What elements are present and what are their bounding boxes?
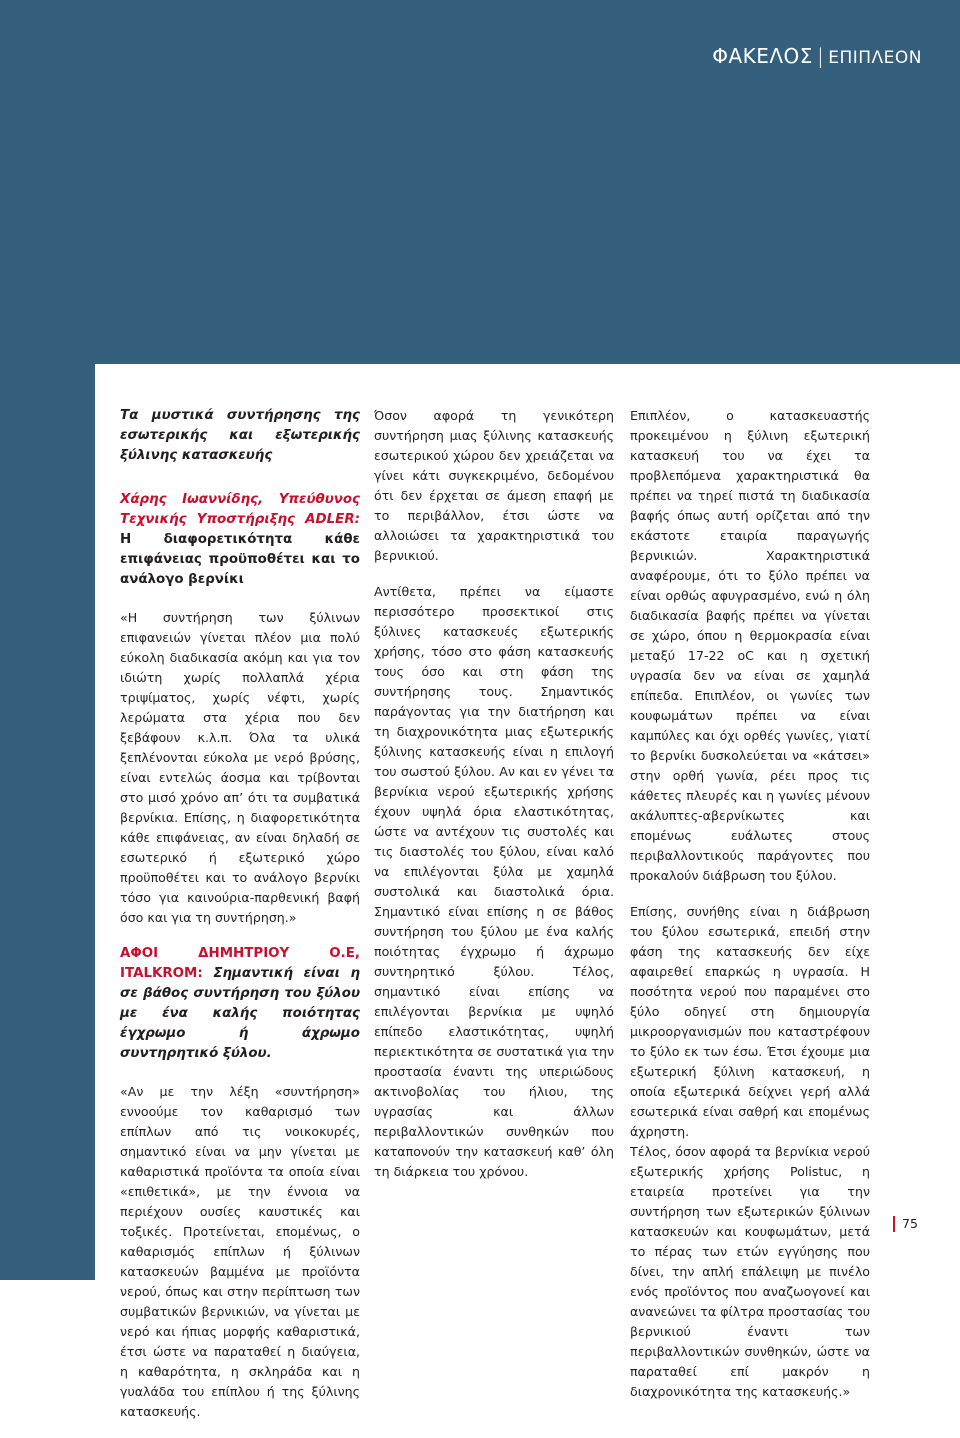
subsection-title: ΕΠΙΠΛΕΟΝ <box>828 48 922 68</box>
speaker2-headline: Σημαντική είναι η σε βάθος συντήρηση του ξύλου με ένα καλής ποιότητας έγχρωμο ή άχρωμο συντηρητικό ξύλου. <box>120 966 360 1061</box>
speaker2-heading <box>120 944 360 1064</box>
article-column-2 <box>374 406 614 1182</box>
speaker1-heading <box>120 490 360 590</box>
section-header <box>712 44 922 68</box>
page-number: 75 <box>893 1216 918 1232</box>
speaker1-headline: Η διαφορετικότητα κάθε επιφάνειας προϋποθέτει και το ανάλογο βερνίκι <box>120 532 360 587</box>
speaker2-paragraph-1: «Αν με την λέξη «συντήρηση» εννοούμε τον καθαρισμό των επίπλων από τις νοικοκυρές, σημαντικό είναι να μην γίνεται με καθαριστικά προϊόντα τα οποία είναι «επιθετικά», με την έννοια να περιέχουν ουσίες καυστικές και τοξικές. Προτείνεται, επομένως, ο καθαρισμός επίπλων ή ξύλινων κατασκευών βαμμένα με προϊόντα νερού, όπως και στην περίπτωση των συμβατικών βερνικιών, να γίνεται με νερό και ήπιας μορφής καθαριστικά, έτσι ώστε να παραταθεί η διαύγεια, η καθαρότητα, η σκληράδα και η γυαλάδα του επίπλου ή της ξύλινης κατασκευής. <box>120 1084 360 1419</box>
speaker2-paragraph-4: Επιπλέον, ο κατασκευαστής προκειμένου η ξύλινη εξωτερική κατασκευή του να έχει τα προβλεπόμενα χαρακτηριστικά θα πρέπει να τηρεί πιστά τη διαδικασία βαφής όπως αυτή ορίζεται από την εκάστοτε εταιρία παραγωγής βερνικιών. Χαρακτηριστικά αναφέρουμε, ότι το ξύλο πρέπει να είναι ορθώς αφυγρασμένο, ενώ η όλη διαδικασία βαφής πρέπει να γίνεται σε χώρο, όπου η θερμοκρασία είναι μεταξύ 17-22 oC και η σχετική υγρασία δεν να είναι σε χαμηλά επίπεδα. Επιπλέον, οι γωνίες των κουφωμάτων πρέπει να είναι καμπύλες και όχι ορθές γωνίες, γιατί το βερνίκι δυσκολεύεται να «κάτσει» στην ορθή γωνία, ρέει προς τις κάθετες πλευρές και η γωνίες μένουν ακάλυπτες-αβερνίκωτες και επομένως ευάλωτες στους περιβαλλοντικούς παράγοντες που προκαλούν διάβρωση του ξύλου. <box>630 408 870 883</box>
section-title: ΦΑΚΕΛΟΣ <box>712 44 813 68</box>
speaker2-paragraph-3: Αντίθετα, πρέπει να είμαστε περισσότερο προσεκτικοί στις ξύλινες κατασκευές εξωτερικής χρήσης, τόσο στο φάση κατασκευής τους όσο και στη φάση της συντήρησης τους. Σημαντικός παράγοντας για την διατήρηση και τη διαχρονικότητα μιας εξωτερικής ξύλινης κατασκευής είναι η επιλογή του σωστού ξύλου. Αν και εν γένει τα βερνίκια νερού εξωτερικής χρήσης έχουν υψηλά όρια ελαστικότητας, ώστε να αντέχουν τις συστολές και τις διαστολές του ξύλου, είναι καλό να επιλέγονται ξύλα με χαμηλά συστολικά και διαστολικά όρια. Σημαντικό είναι επίσης η σε βάθος συντήρηση του ξύλου με ένα καλής ποιότητας έγχρωμο ή άχρωμο συντηρητικό ξύλου. Τέλος, σημαντικό είναι επίσης να επιλέγονται βερνίκια με υψηλό επίπεδο ελαστικότητας, υψηλή περιεκτικότητα σε συστατικά για την προστασία έναντι της υπεριώδους ακτινοβολίας του ήλιου, της υγρασίας και άλλων περιβαλλοντικών συνθηκών που καταπονούν την κατασκευή καθ’ όλη τη διάρκεια του χρόνου. <box>374 584 614 1179</box>
article-column-1 <box>120 406 360 1438</box>
article-title: Τα μυστικά συντήρησης της εσωτερικής και εξωτερικής ξύλινης κατασκευής <box>120 408 360 463</box>
speaker1-quote: «Η συντήρηση των ξύλινων επιφανειών γίνεται πλέον μια πολύ εύκολη διαδικασία ακόμη και για τον ιδιώτη χωρίς πολλαπλά χέρια τριψίματος, χωρίς νέφτι, χωρίς λερώματα στα χέρια που δεν ξεβάφουν κ.λ.π. Όλα τα υλικά ξεπλένονται εύκολα με νερό βρύσης, είναι εντελώς άοσμα και τρίβονται στο μισό χρόνο απ’ ότι τα συμβατικά βερνίκια. Επίσης, η διαφορετικότητα κάθε επιφάνειας, αν είναι δηλαδή σε εσωτερικό ή εξωτερικό χώρο προϋποθέτει και το ανάλογο βερνίκι τόσο για καινούρια-παρθενική βαφή όσο και για τη συντήρηση.» <box>120 610 360 925</box>
article-column-3 <box>630 406 870 1418</box>
speaker2-name: ΑΦΟΙ ΔΗΜΗΤΡΙΟΥ Ο.Ε, ITALKROM: <box>120 946 360 981</box>
speaker2-paragraph-5: Επίσης, συνήθης είναι η διάβρωση του ξύλου εσωτερικά, επειδή στην φάση της κατασκευής δεν είχε αφαιρεθεί επαρκώς η υγρασία. Η ποσότητα νερού που παραμένει στο ξύλο οδηγεί στη δημιουργία μικροοργανισμών που καταστρέφουν το ξύλο εκ των έσω. Έτσι έχουμε μια εξωτερική ξύλινη κατασκευή, η οποία εξωτερικά δείχνει γερή αλλά εσωτερικά είναι σαθρή και επομένως άχρηστη. <box>630 904 870 1139</box>
speaker2-paragraph-2: Όσον αφορά τη γενικότερη συντήρηση μιας ξύλινης κατασκευής εσωτερικού χώρου δεν χρειάζεται να γίνει κάτι συγκεκριμένο, δεδομένου ότι δεν έρχεται σε άμεση επαφή με το περιβάλλον, έτσι ώστε να αλλοιώσει τα χαρακτηριστικά του βερνικιού. <box>374 408 614 563</box>
speaker2-paragraph-6: Τέλος, όσον αφορά τα βερνίκια νερού εξωτερικής χρήσης Polistuc, η εταιρεία προτείνει για την συντήρηση των εξωτερικών ξύλινων κατασκευών και κουφωμάτων, μετά το πέρας των ετών εγγύησης που δίνει, την απλή επάλειψη με πινέλο ενός προϊόντος που αναζωογονεί και ανανεώνει τα φίλτρα προστασίας του βερνικιού έναντι των περιβαλλοντικών συνθηκών, ώστε να παραταθεί επί μακρόν η διαχρονικότητα της κατασκευής.» <box>630 1144 870 1399</box>
speaker1-name: Χάρης Ιωαννίδης, Υπεύθυνος Τεχνικής Υποστήριξης ADLER: <box>120 492 360 527</box>
left-color-band <box>0 364 95 1280</box>
section-separator: | <box>816 44 825 68</box>
